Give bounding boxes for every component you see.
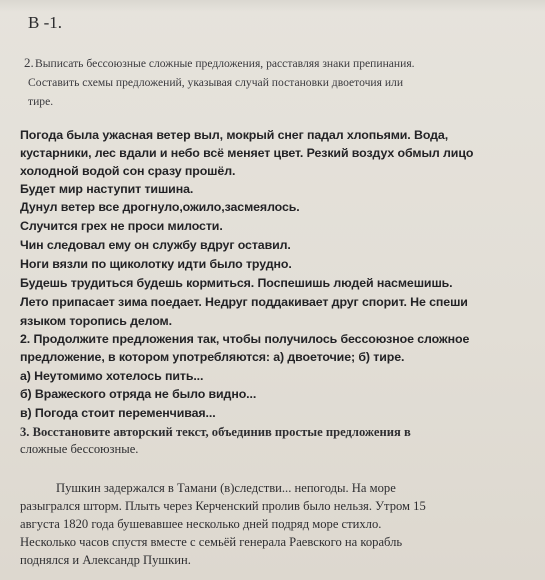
- sentence-line: Погода была ужасная ветер выл, мокрый снег падал хлопьями. Вода,: [20, 128, 449, 142]
- sentence-line: в) Погода стоит переменчивая...: [20, 406, 216, 420]
- sentence-line: Будешь трудиться будешь кормиться. Поспешишь людей насмешишь.: [20, 276, 453, 290]
- task2-number: 2.: [24, 55, 34, 70]
- passage-line: августа 1820 года бушевавшее несколько дней подряд море стихло.: [20, 517, 382, 531]
- task2-line: Выписать бессоюзные сложные предложения, расставляя знаки препинания.: [35, 57, 415, 70]
- sentence-line: Случится грех не проси милости.: [20, 219, 223, 233]
- page-top-shadow: [0, 0, 545, 12]
- sentence-line: 2. Продолжите предложения так, чтобы получилось бессоюзное сложное: [20, 332, 470, 346]
- passage-line: поднялся и Александр Пушкин.: [20, 553, 191, 567]
- task2-line: тире.: [28, 95, 54, 108]
- task3-line: 3. Восстановите авторский текст, объединив простые предложения в: [20, 425, 411, 439]
- sentence-line: Будет мир наступит тишина.: [20, 182, 194, 196]
- sentence-line: языком торопись делом.: [20, 314, 172, 328]
- passage-line: разыгрался шторм. Плыть через Керченский пролив было нельзя. Утром 15: [20, 499, 426, 513]
- sentence-line: Лето припасает зима поедает. Недруг поддакивает друг спорит. Не спеши: [20, 295, 468, 309]
- passage-line: Несколько часов спустя вместе с семьёй генерала Раевского на корабль: [20, 535, 403, 549]
- sentence-line: предложение, в котором употребляются: а) двоеточие; б) тире.: [20, 350, 405, 364]
- sentence-line: Чин следовал ему он службу вдруг оставил.: [20, 238, 291, 252]
- sentence-line: холодной водой сон сразу прошёл.: [20, 164, 236, 178]
- sentence-line: Дунул ветер все дрогнуло,ожило,засмеялось.: [20, 200, 300, 214]
- passage-line: Пушкин задержался в Тамани (в)следстви... непогоды. На море: [56, 481, 396, 495]
- sentence-line: Ноги вязли по щиколотку идти было трудно.: [20, 257, 292, 271]
- sentence-line: б) Вражеского отряда не было видно...: [20, 387, 257, 401]
- sentence-line: кустарники, лес вдали и небо всё меняет цвет. Резкий воздух обмыл лицо: [20, 146, 474, 160]
- sentence-line: а) Неутомимо хотелось пить...: [20, 369, 204, 383]
- task2-line: Составить схемы предложений, указывая случай постановки двоеточия или: [28, 76, 404, 89]
- variant-number: В -1.: [28, 13, 62, 32]
- task3-line: сложные бессоюзные.: [20, 442, 139, 456]
